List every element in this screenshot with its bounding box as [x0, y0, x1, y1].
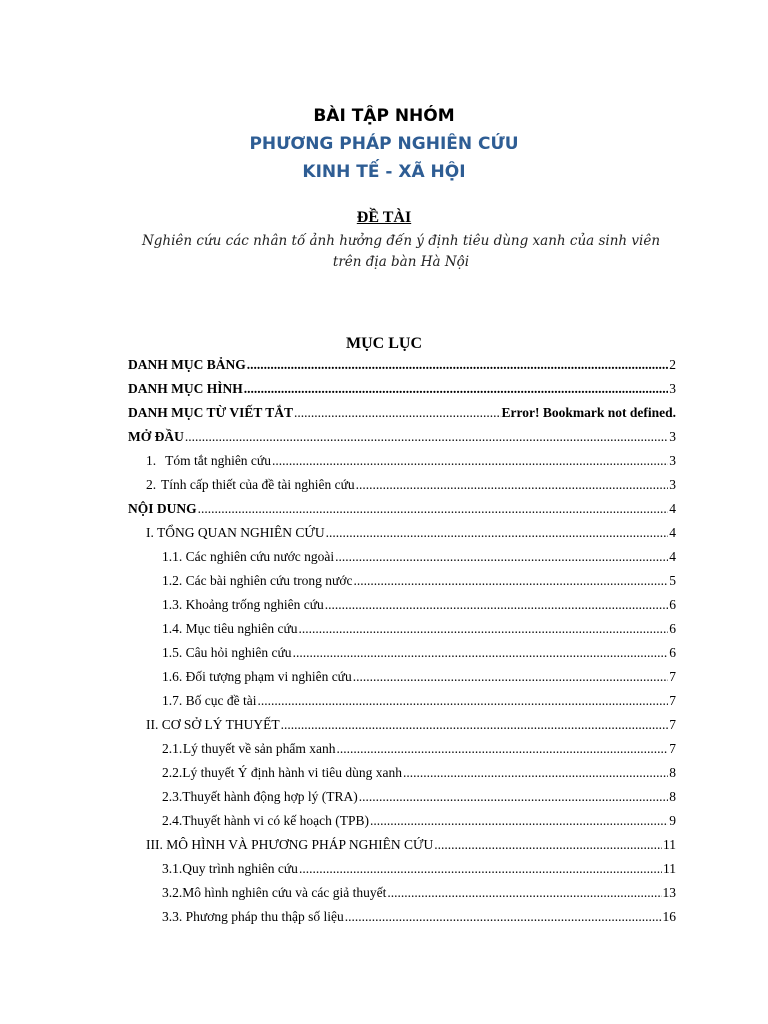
toc-entry-mo-dau[interactable] [128, 427, 676, 447]
toc-leader-dots [198, 499, 669, 519]
toc-title: MỤC LỤC [346, 335, 422, 352]
toc-entry-page: 7 [669, 717, 676, 732]
toc-entry-1-4[interactable] [162, 619, 676, 639]
toc-entry-number: 2.2. [162, 765, 183, 780]
toc-leader-dots [185, 427, 668, 447]
toc-entry-label: DANH MỤC HÌNH [128, 381, 243, 396]
toc-entry-label: 1.7. Bố cục đề tài [162, 693, 257, 708]
toc-entry-label: Thuyết hành động hợp lý (TRA) [182, 789, 358, 804]
toc-leader-dots [336, 739, 668, 759]
toc-entry-1-3[interactable] [162, 595, 676, 615]
course-title-line-2: KINH TẾ - XÃ HỘI [302, 162, 466, 182]
toc-leader-dots [345, 907, 662, 927]
toc-entry-1-6[interactable] [162, 667, 676, 687]
toc-leader-dots [370, 811, 668, 831]
toc-leader-dots [353, 667, 668, 687]
toc-entry-page: 8 [669, 789, 676, 804]
toc-entry-mo-hinh[interactable] [146, 835, 676, 855]
toc-leader-dots [356, 475, 669, 495]
toc-leader-dots [293, 643, 669, 663]
toc-entry-page: 7 [669, 669, 676, 684]
toc-entry-2-1[interactable] [162, 739, 676, 759]
toc-entry-page: 7 [669, 741, 676, 756]
toc-entry-1-7[interactable] [162, 691, 676, 711]
toc-entry-label: NỘI DUNG [128, 501, 197, 516]
toc-entry-danh-muc-bang[interactable] [128, 355, 676, 375]
toc-leader-dots [272, 451, 668, 471]
toc-entry-3-3[interactable] [162, 907, 676, 927]
toc-leader-dots [359, 787, 669, 807]
toc-leader-dots [281, 715, 669, 735]
toc-entry-label: III. MÔ HÌNH VÀ PHƯƠNG PHÁP NGHIÊN CỨU [146, 837, 434, 852]
toc-entry-page: 4 [669, 501, 676, 516]
toc-entry-number: 1. [146, 453, 157, 468]
toc-entry-label: MỞ ĐẦU [128, 429, 184, 444]
toc-entry-danh-muc-hinh[interactable] [128, 379, 676, 399]
toc-entry-page: 6 [669, 645, 676, 660]
toc-leader-dots [353, 571, 668, 591]
toc-entry-danh-muc-tu-viet-tat[interactable] [128, 403, 676, 423]
toc-entry-tom-tat[interactable] [146, 451, 676, 471]
toc-entry-number: 3.1. [162, 861, 183, 876]
toc-leader-dots [387, 883, 661, 903]
toc-leader-dots [294, 403, 500, 423]
topic-heading: ĐỀ TÀI [356, 209, 412, 226]
toc-entry-label: 1.4. Mục tiêu nghiên cứu [162, 621, 298, 636]
toc-entry-page: 16 [662, 909, 676, 924]
toc-entry-page: 7 [669, 693, 676, 708]
toc-entry-3-1[interactable] [162, 859, 676, 879]
toc-entry-label: 1.5. Câu hỏi nghiên cứu [162, 645, 292, 660]
toc-entry-label: Quy trình nghiên cứu [182, 861, 298, 876]
toc-entry-tinh-cap-thiet[interactable] [146, 475, 676, 495]
toc-entry-page: 4 [669, 525, 676, 540]
toc-entry-page: 3 [669, 381, 676, 396]
toc-entry-page: 13 [662, 885, 676, 900]
toc-entry-page: 2 [669, 357, 676, 372]
toc-entry-1-5[interactable] [162, 643, 676, 663]
toc-entry-label: Lý thuyết về sản phẩm xanh [182, 741, 336, 756]
toc-entry-label: Mô hình nghiên cứu và các giả thuyết [182, 885, 387, 900]
toc-entry-number: 2.3. [162, 789, 183, 804]
toc-entry-label: 1.2. Các bài nghiên cứu trong nước [162, 573, 353, 588]
toc-entry-page: 6 [669, 597, 676, 612]
toc-leader-dots [434, 835, 662, 855]
course-title-line-1: PHƯƠNG PHÁP NGHIÊN CỨU [249, 134, 519, 154]
toc-entry-label: 1.1. Các nghiên cứu nước ngoài [162, 549, 335, 564]
toc-entry-label: Tóm tắt nghiên cứu [165, 453, 271, 468]
toc-entry-page: Error! Bookmark not defined. [501, 405, 676, 420]
toc-entry-number: 2. [146, 477, 157, 492]
toc-entry-1-2[interactable] [162, 571, 676, 591]
toc-leader-dots [299, 859, 662, 879]
toc-entry-label: I. TỔNG QUAN NGHIÊN CỨU [146, 525, 325, 540]
toc-entry-1-1[interactable] [162, 547, 676, 567]
toc-entry-label: 3.3. Phương pháp thu thập số liệu [162, 909, 344, 924]
toc-entry-label: 1.3. Khoảng trống nghiên cứu [162, 597, 324, 612]
toc-entry-number: 2.4. [162, 813, 183, 828]
topic-text: Nghiên cứu các nhân tố ảnh hưởng đến ý định tiêu dùng xanh của sinh viên trên địa bàn Hà Nội [141, 233, 661, 270]
toc-entry-co-so-ly-thuyet[interactable] [146, 715, 676, 735]
toc-entry-number: 2.1. [162, 741, 183, 756]
toc-leader-dots [257, 691, 668, 711]
toc-leader-dots [299, 619, 669, 639]
toc-entry-page: 3 [669, 453, 676, 468]
toc-entry-tong-quan[interactable] [146, 523, 676, 543]
toc-entry-page: 3 [669, 429, 676, 444]
toc-entry-label: Thuyết hành vi có kế hoạch (TPB) [182, 813, 369, 828]
toc-entry-3-2[interactable] [162, 883, 676, 903]
toc-leader-dots [335, 547, 668, 567]
toc-entry-label: DANH MỤC TỪ VIẾT TẮT [128, 405, 294, 420]
toc-entry-label: Lý thuyết Ý định hành vi tiêu dùng xanh [182, 765, 402, 780]
toc-leader-dots [247, 355, 669, 375]
toc-entry-number: 3.2. [162, 885, 183, 900]
toc-entry-page: 8 [669, 765, 676, 780]
toc-leader-dots [403, 763, 668, 783]
toc-entry-page: 5 [669, 573, 676, 588]
toc-entry-page: 6 [669, 621, 676, 636]
toc-entry-label: DANH MỤC BẢNG [128, 357, 246, 372]
toc-entry-noi-dung[interactable] [128, 499, 676, 519]
toc-entry-label: II. CƠ SỞ LÝ THUYẾT [146, 717, 280, 732]
toc-leader-dots [326, 523, 669, 543]
toc-entry-page: 9 [669, 813, 676, 828]
toc-entry-page: 4 [669, 549, 676, 564]
group-assignment-heading: BÀI TẬP NHÓM [313, 106, 455, 126]
toc-entry-page: 11 [663, 837, 676, 852]
toc-leader-dots [244, 379, 669, 399]
toc-entry-2-3[interactable] [162, 787, 676, 807]
toc-entry-2-2[interactable] [162, 763, 676, 783]
toc-entry-2-4[interactable] [162, 811, 676, 831]
toc-entry-label: 1.6. Đối tượng phạm vi nghiên cứu [162, 669, 352, 684]
toc-entry-label: Tính cấp thiết của đề tài nghiên cứu [161, 477, 355, 492]
toc-entry-page: 11 [663, 861, 676, 876]
toc-entry-page: 3 [669, 477, 676, 492]
toc-leader-dots [325, 595, 668, 615]
